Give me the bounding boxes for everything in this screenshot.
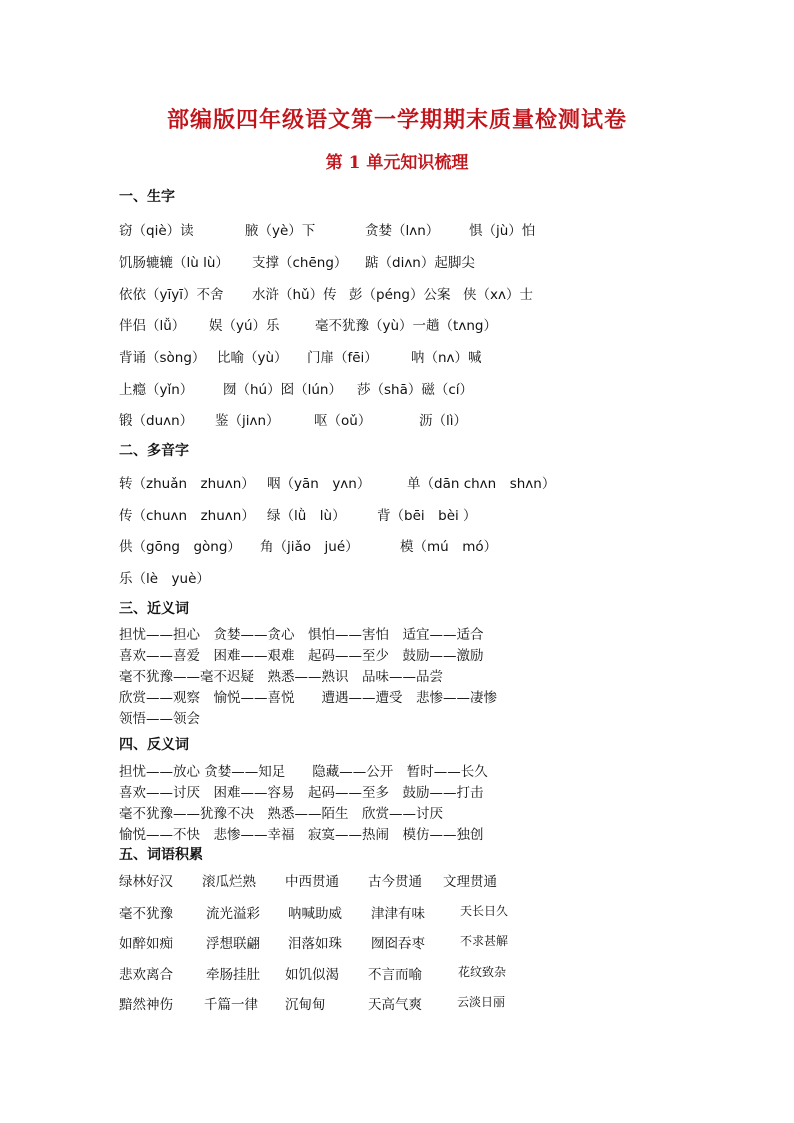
section-heading-jinyici: 三、近义词 [119,601,189,617]
phrase: 天长日久 [460,904,509,918]
phrase: 文理贯通 [443,874,497,890]
phrase: 悲欢离合 [119,967,173,983]
entry: 绿（lǜ lù） [267,508,346,524]
entry: 沥（lì） [419,413,468,429]
synonym-line: 毫不犹豫——毫不迟疑 熟悉——熟识 品味——品尝 [119,669,443,685]
entry: 娱（yú）乐 [209,318,280,334]
synonym-line: 欣赏——观察 愉悦——喜悦 遭遇——遭受 悲惨——凄惨 [119,690,497,706]
section-heading-shengzi: 一、生字 [119,189,175,205]
synonym-line: 领悟——领会 [119,711,200,727]
section-heading-duoyinzi: 二、多音字 [119,443,189,459]
entry: 饥肠辘辘（lù lù） [119,255,229,271]
phrase: 流光溢彩 [206,906,260,922]
phrase: 不言而喻 [368,967,422,983]
entry: 水浒（hǔ）传 [252,287,337,303]
entry: 传（chuʌn zhuʌn） [119,508,255,524]
entry: 单（dān chʌn shʌn） [407,476,556,492]
phrase: 浮想联翩 [206,936,260,952]
entry: 供（gōng gòng） [119,539,241,555]
entry: 侠（xʌ）士 [463,287,533,303]
entry: 呐（nʌ）喊 [411,350,482,366]
synonym-line: 担忧——担心 贪婪——贪心 惧怕——害怕 适宜——适合 [119,627,484,643]
entry: 锻（duʌn） [119,413,194,429]
entry: 毫不犹豫（yù）一趟（tʌng） [315,318,497,334]
phrase: 中西贯通 [285,874,339,890]
entry: 囫（hú）囵（lún） [223,382,342,398]
phrase: 牵肠挂肚 [206,967,260,983]
entry: 窃（qiè）读 [119,223,194,239]
entry: 伴侣（lǚ） [119,318,186,334]
phrase: 呐喊助威 [288,906,342,922]
entry: 模（mú mó） [400,539,498,555]
phrase: 天高气爽 [368,997,422,1013]
entry: 彭（péng）公案 [349,287,451,303]
entry: 角（jiǎo jué） [260,539,359,555]
entry: 门扉（fēi） [307,350,378,366]
antonym-line: 愉悦——不快 悲惨——幸福 寂寞——热闹 模仿——独创 [119,827,484,843]
entry: 惧（jù）怕 [469,223,536,239]
phrase: 不求甚解 [460,934,509,948]
phrase: 如醉如痴 [119,936,173,952]
entry: 踮（diʌn）起脚尖 [365,255,475,271]
section-heading-fanyici: 四、反义词 [119,737,189,753]
phrase: 古今贯通 [368,874,422,890]
entry: 背（bēi bèi ） [377,508,477,524]
entry: 贪婪（lʌn） [365,223,440,239]
phrase: 千篇一律 [204,997,258,1013]
antonym-line: 担忧——放心 贪婪——知足 隐藏——公开 暂时——长久 [119,764,488,780]
entry: 咽（yān yʌn） [267,476,371,492]
section-heading-ciyujilei: 五、词语积累 [119,847,203,863]
phrase: 津津有味 [371,906,425,922]
entry: 比喻（yù） [217,350,288,366]
phrase: 泪落如珠 [288,936,342,952]
entry: 背诵（sòng） [119,350,206,366]
entry: 乐（lè yuè） [119,571,210,587]
phrase: 沉甸甸 [285,997,326,1013]
phrase: 云淡日丽 [457,995,506,1009]
phrase: 花纹致杂 [458,965,507,979]
phrase: 囫囵吞枣 [371,936,425,952]
entry: 鉴（jiʌn） [215,413,280,429]
antonym-line: 喜欢——讨厌 困难——容易 起码——至多 鼓励——打击 [119,785,484,801]
antonym-line: 毫不犹豫——犹豫不决 熟悉——陌生 欣赏——讨厌 [119,806,443,822]
entry: 依依（yīyī）不舍 [119,287,224,303]
entry: 呕（oǔ） [314,413,372,429]
document-subtitle: 第 1 单元知识梳理 [325,153,469,173]
document-title: 部编版四年级语文第一学期期末质量检测试卷 [166,107,627,133]
entry: 转（zhuǎn zhuʌn） [119,476,255,492]
synonym-line: 喜欢——喜爱 困难——艰难 起码——至少 鼓励——激励 [119,648,484,664]
phrase: 毫不犹豫 [119,906,173,922]
phrase: 滚瓜烂熟 [202,874,256,890]
phrase: 如饥似渴 [285,967,339,983]
phrase: 黯然神伤 [119,997,173,1013]
entry: 腋（yè）下 [245,223,316,239]
entry: 支撑（chēng） [252,255,348,271]
entry: 上瘾（yǐn） [119,382,194,398]
entry: 莎（shā）磁（cí） [357,382,474,398]
phrase: 绿林好汉 [119,874,173,890]
